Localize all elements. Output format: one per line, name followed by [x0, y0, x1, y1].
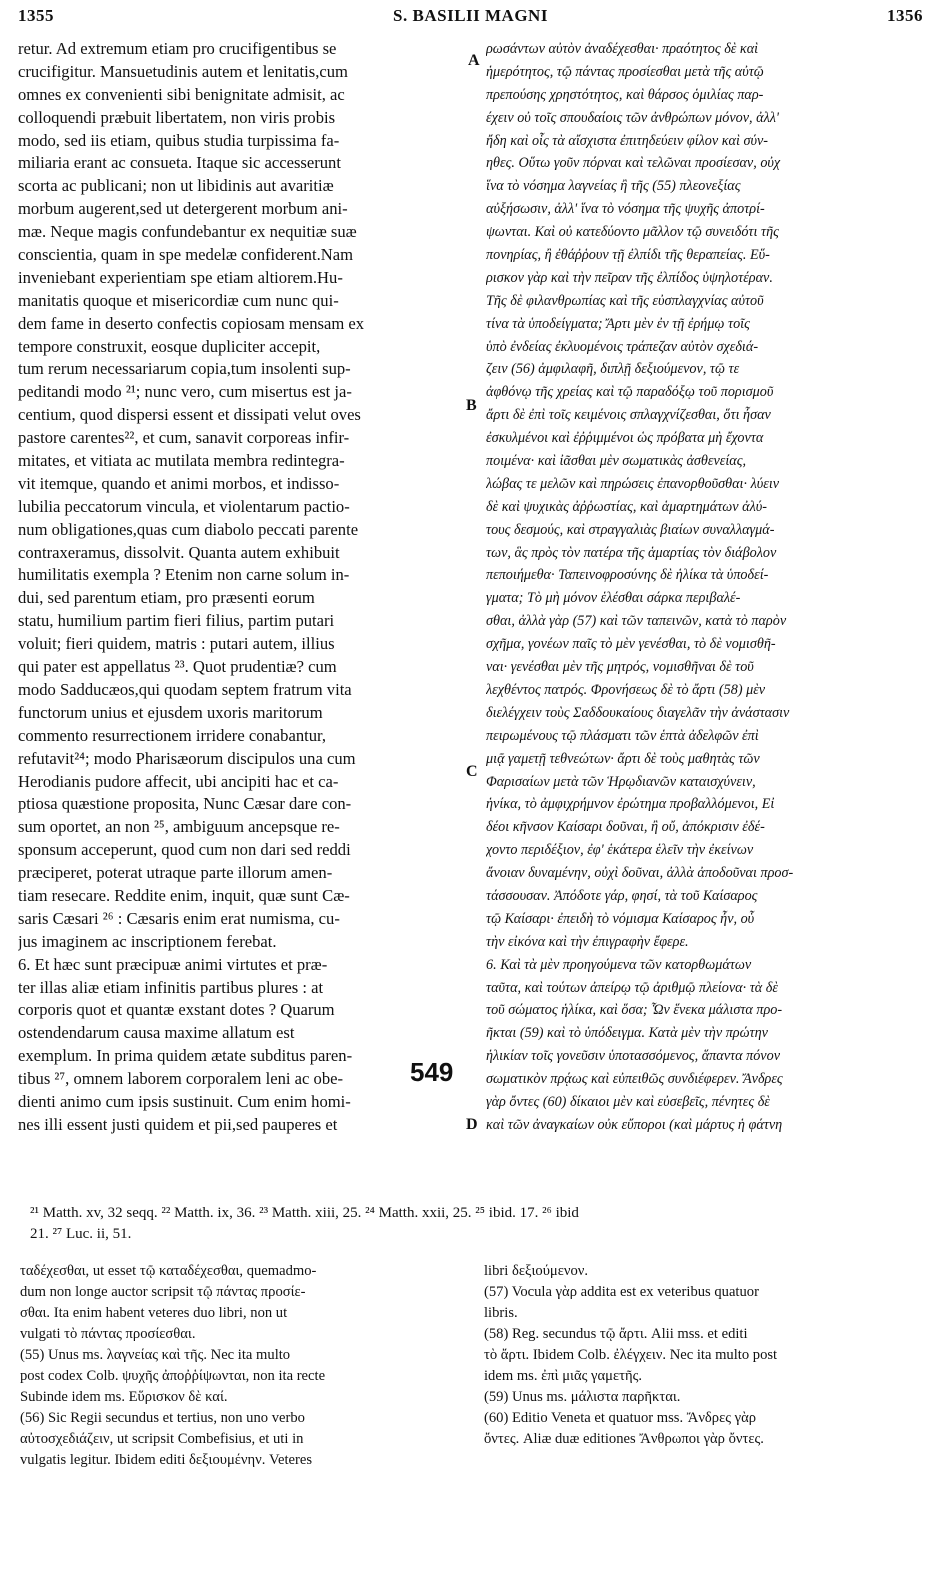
greek-text-line: πεποιήμεθα· Ταπεινοφροσύνης δὲ ἡλίκα τὰ ὑποδεί-	[486, 567, 769, 584]
notes-right-column	[484, 1261, 924, 1450]
note-line: ὄντες. Aliæ duæ editiones Ἄνθρωποι γὰρ ὄντες.	[484, 1431, 764, 1447]
latin-text-line: sponsum acceperunt, quod cum non dari sed reddi	[18, 840, 351, 860]
latin-text-line: commento resurrectionem irridere conabantur,	[18, 725, 327, 745]
latin-text-line: exemplum. In prima quidem ætate subditus paren-	[18, 1046, 353, 1066]
greek-text-line: ρισκον γὰρ καὶ τὴν πεῖραν τῆς ἐλπίδος ὑψηλοτέραν.	[486, 269, 773, 286]
note-line: (60) Editio Veneta et quatuor mss. Ἄνδρες γὰρ	[484, 1410, 757, 1426]
latin-text-line: saris Cæsari ²⁶ : Cæsaris enim erat numisma, cu-	[18, 908, 340, 928]
greek-text-line: έχειν οὐ τοῖς σπουδαίοις τῶν ἀνθρώπων μόνον, ἀλλ'	[486, 109, 779, 126]
section-marker-c: C	[466, 763, 478, 780]
greek-text-line: τοῦ σώματος ἡλίκα, καὶ ὅσα; Ὧν ἕνεκα μάλιστα προ-	[486, 1002, 783, 1019]
note-line: post codex Colb. ψυχῆς ἀποῤῥίψωνται, non ita recte	[20, 1368, 326, 1384]
latin-text-line: corporis quot et quantæ exstant dotes ? Quarum	[18, 1000, 335, 1020]
latin-text-line: mæ. Neque magis confundebantur ex nequitiæ suæ	[18, 222, 357, 242]
note-line: Subinde idem ms. Εὕρισκον δὲ καί.	[20, 1389, 228, 1405]
latin-text-line: tum rerum necessariarum copia,tum insolenti sup-	[18, 359, 351, 379]
greek-text-line: δέοι κῆνσον Καίσαρι δοῦναι, ἢ οὔ, ἀπόκρισιν ἐδέ-	[486, 819, 765, 836]
note-line: αὐτοσχεδιάζειν, ut scripsit Combefisius, et uti in	[20, 1431, 304, 1447]
greek-text-line: δὲ καὶ ψυχικὰς ἀῤῥωστίας, καὶ ἁμαρτημάτων ἀλύ-	[486, 498, 767, 515]
greek-text-line: μιᾷ γαμετῇ τεθνεώτων· ἄρτι δὲ τοὺς μαθητὰς τῶν	[486, 750, 760, 767]
latin-text-line: sum oportet, an non ²⁵, ambiguum ancepsque re-	[18, 817, 340, 837]
greek-text-line: ἤδη καὶ οἷς τὰ αἴσχιστα ἐπιτηδεύειν φίλον καὶ σύν-	[486, 132, 768, 149]
greek-text-line: ἄνοιαν δυναμένην, οὐχὶ δοῦναι, ἀλλὰ ἀποδοῦναι προσ-	[486, 865, 794, 882]
latin-text-line: dem fame in deserto confectis copiosam mensam ex	[18, 313, 365, 333]
footnote-line: ²¹ Matth. xv, 32 seqq. ²² Matth. ix, 36. ²³ Matth. xiii, 25. ²⁴ Matth. xxii, 25. ²⁵ ibid. 17. ²⁶ ibid	[30, 1205, 579, 1221]
latin-text-line: tibus ²⁷, omnem laborem corporalem leni ac obe-	[18, 1069, 344, 1089]
latin-text-line: modo Sadducæos,qui quodam septem fratrum vita	[18, 679, 352, 699]
greek-text-line: αὐξήσωσιν, ἀλλ' ἵνα τὸ νόσημα τῆς ψυχῆς ἀποτρί-	[486, 201, 765, 218]
latin-text-line: omnes ex convenienti sibi benignitate admisit, ac	[18, 84, 345, 104]
latin-text-line: ter illas aliæ etiam infinitis partibus plures : at	[18, 977, 324, 997]
greek-text-line: πειρωμένους τῷ πλάσματι τῶν ἑπτὰ ἀδελφῶν ἐπὶ	[486, 727, 759, 744]
latin-text-line: 6. Et hæc sunt præcipuæ animi virtutes et præ-	[18, 954, 328, 974]
latin-text-line: centium, quod dispersi essent et dissipati velut oves	[18, 405, 361, 425]
greek-column	[486, 38, 924, 1137]
greek-text-line: σθαι, ἀλλὰ γὰρ (57) καὶ τῶν ταπεινῶν, κατὰ τὸ παρὸν	[486, 613, 787, 630]
latin-text-line: miliaria erant ac consueta. Itaque sic accesserunt	[18, 153, 341, 173]
greek-text-line: ποιμένα· καὶ ἰᾶσθαι μὲν σωματικὰς ἀσθενείας,	[486, 453, 747, 470]
greek-text-line: χοντο περιδέξιον, ἐφ' ἑκάτερα ἑλεῖν τὴν ἐκείνων	[486, 842, 754, 859]
greek-text-line: ἵνα τὸ νόσημα λαγνείας ἢ τῆς (55) πλεονεξίας	[486, 178, 741, 195]
latin-text-line: dui, sed parentum etiam, pro præsenti eorum	[18, 588, 315, 608]
page-number-right: 1356	[887, 6, 923, 25]
section-marker-b: B	[466, 397, 477, 414]
latin-text-line: ptiosa quæstione proposita, Nunc Cæsar dare con-	[18, 794, 352, 814]
greek-text-line: σωματικὸν πρᾴως καὶ εὐπειθῶς συνδιέφερεν. Ἄνδρες	[486, 1071, 783, 1088]
latin-text-line: manitatis quoque et misericordiæ cum nunc qui-	[18, 290, 339, 310]
greek-text-line: σχῆμα, γονέων παῖς τὸ μὲν γενέσθαι, τὸ δὲ νομισθῆ-	[486, 636, 776, 653]
page-header	[18, 6, 923, 34]
greek-text-line: ναι· γενέσθαι μὲν τῆς μητρός, νομισθῆναι δὲ τοῦ	[486, 659, 754, 676]
page-number-left: 1355	[18, 6, 54, 25]
latin-text-line: humilitatis exempla ? Etenim non carne solum in-	[18, 565, 350, 585]
greek-text-line: των, ἃς πρὸς τὸν πατέρα τῆς ἁμαρτίας τὸν διάβολον	[486, 544, 777, 561]
latin-text-line: retur. Ad extremum etiam pro crucifigentibus se	[18, 39, 337, 58]
scripture-footnotes	[30, 1203, 922, 1245]
greek-text-line: τους δεσμούς, καὶ στραγγαλιὰς βιαίων συναλλαγμά-	[486, 521, 775, 538]
latin-text-line: num obligationes,quas cum diabolo peccati parente	[18, 519, 359, 539]
greek-text-line: ἡνίκα, τὸ ἀμφιχρήμνον ἐρώτημα προβαλλόμενοι, Εἰ	[486, 796, 775, 813]
footnote-line: 21. ²⁷ Luc. ii, 51.	[30, 1226, 132, 1242]
greek-text-line: τάσσουσαν. Ἀπόδοτε γάρ, φησί, τὰ τοῦ Καίσαρος	[486, 887, 758, 904]
note-line: τὸ ἄρτι. Ibidem Colb. ἐλέγχειν. Nec ita multo post	[484, 1347, 778, 1363]
greek-text-line: ἐσκυλμένοι καὶ ἐῤῥιμμένοι ὡς πρόβατα μὴ ἔχοντα	[486, 430, 764, 447]
latin-text-line: peditandi modo ²¹; nunc vero, cum misertus est ja-	[18, 382, 352, 402]
note-line: ταδέχεσθαι, ut esset τῷ καταδέχεσθαι, quemadmo-	[20, 1263, 317, 1279]
greek-text-line: ἀφθόνῳ τῆς χρείας καὶ τῷ παραδόξῳ τοῦ πορισμοῦ	[486, 384, 774, 401]
latin-text-line: ostendendarum causa maxime allatum est	[18, 1023, 295, 1043]
latin-text-line: nes illi essent justi quidem et pii,sed pauperes et	[18, 1114, 338, 1134]
latin-text-line: functorum unius et ejusdem uxoris maritorum	[18, 702, 323, 722]
latin-text-line: statu, humilium partim fieri filius, partim putari	[18, 611, 335, 631]
note-line: (57) Vocula γὰρ addita est ex veteribus quatuor	[484, 1284, 759, 1300]
latin-text-line: refutavit²⁴; modo Pharisæorum discipulos una cum	[18, 748, 356, 768]
latin-text-line: inveniebant experientiam spe etiam altiorem.Hu-	[18, 267, 343, 287]
latin-text-line: contraxeramus, dissolvit. Quanta autem exhibuit	[18, 542, 340, 562]
greek-text-line: ρωσάντων αὐτὸν ἀναδέχεσθαι· πραότητος δὲ καὶ	[486, 41, 759, 57]
latin-text-line: dienti animo cum ipsis sustinuit. Cum enim homi-	[18, 1091, 351, 1111]
greek-text-line: καὶ τῶν ἀναγκαίων οὐκ εὔποροι (καὶ μάρτυς ἡ φάτνη	[486, 1116, 783, 1133]
note-line: libri δεξιούμενον.	[484, 1263, 589, 1279]
greek-text-line: πονηρίας, ἢ ἐθάῤῥουν τῇ ἐλπίδι τῆς θεραπείας. Εὕ-	[486, 247, 770, 264]
greek-text-line: λεχθέντος πατρός. Φρονήσεως δὲ τὸ ἄρτι (58) μὲν	[486, 681, 766, 698]
latin-text-line: tiam resecare. Reddite enim, inquit, quæ sunt Cæ-	[18, 885, 350, 905]
latin-text-line: conscientia, quam in spe medelæ confiderent.Nam	[18, 245, 353, 265]
latin-column	[18, 38, 464, 1137]
greek-text-line: ἄρτι δὲ ἐπὶ τοῖς κειμένοις σπλαγχνίζεσθαι, ὅτι ἦσαν	[486, 407, 771, 424]
latin-text-line: Herodianis pudore affecit, ubi ancipiti hac et ca-	[18, 771, 339, 791]
note-line: (55) Unus ms. λαγνείας καὶ τῆς. Nec ita multo	[20, 1347, 291, 1363]
greek-text-line: Τῆς δὲ φιλανθρωπίας καὶ τῆς εὐσπλαγχνίας αὐτοῦ	[486, 292, 764, 309]
greek-text-line: πρεπούσης χρηστότητος, καὶ θάρσος ὁμιλίας παρ-	[486, 86, 764, 103]
greek-text-line: 6. Καὶ τὰ μὲν προηγούμενα τῶν κατορθωμάτων	[486, 956, 752, 973]
latin-text-line: voluit; fieri quidem, matris : putari autem, illius	[18, 634, 335, 654]
latin-text-line: lubilia peccatorum vincula, et violentarum pactio-	[18, 496, 350, 516]
latin-text-line: præciperet, poterat utraque parte illorum amen-	[18, 863, 333, 883]
greek-text-line: γὰρ ὄντες (60) δίκαιοι μὲν καὶ εὐσεβεῖς, πένητες δὲ	[486, 1093, 770, 1110]
latin-text-line: colloquendi præbuit libertatem, non viris probis	[18, 107, 336, 127]
greek-text-line: τὴν εἰκόνα καὶ τὴν ἐπιγραφὴν ἔφερε.	[486, 933, 689, 950]
notes-left-column	[20, 1261, 468, 1471]
greek-text-line: ηθες. Οὕτω γοῦν πόρναι καὶ τελῶναι προσίεσαν, οὐχ	[486, 155, 781, 172]
latin-text-line: pastore carentes²², et cum, sanavit corporeas infir-	[18, 428, 350, 448]
section-marker-d: D	[466, 1116, 478, 1133]
greek-text-line: ψωνται. Καὶ οὐ κατεδύοντο μᾶλλον τῷ συνειδότι τῆς	[486, 224, 779, 241]
greek-text-line: ταῦτα, καὶ τούτων ἀπείρῳ τῷ ἀριθμῷ πλείονα· τὰ δὲ	[486, 979, 778, 996]
section-marker-a: A	[468, 52, 480, 69]
note-line: σθαι. Ita enim habent veteres duo libri, non ut	[20, 1305, 288, 1321]
greek-text-line: ῆκται (59) καὶ τὸ ὑπόδειγμα. Κατὰ μὲν τὴν πρώτην	[486, 1025, 768, 1042]
greek-text-line: ὑπὸ ἐνδείας ἐκλυομένοις τράπεζαν αὐτὸν σχεδιά-	[486, 338, 759, 355]
latin-text-line: scorta ac publicani; non ut libidinis aut avaritiæ	[18, 176, 334, 196]
latin-text-line: modo, sed iis etiam, quibus studia turpissima fa-	[18, 130, 340, 150]
column-number: 549	[410, 1057, 454, 1087]
note-line: vulgati τὸ πάντας προσίεσθαι.	[20, 1326, 196, 1342]
greek-text-line: διελέγχειν τοὺς Σαδδουκαίους διαγελᾶν τὴν ἀνάστασιν	[486, 704, 790, 721]
note-line: dum non longe auctor scripsit τῷ πάντας προσίε-	[20, 1284, 306, 1300]
latin-text-line: morbum augerent,sed ut detergerent morbum ani-	[18, 199, 348, 219]
note-line: (56) Sic Regii secundus et tertius, non uno verbo	[20, 1410, 305, 1426]
note-line: libris.	[484, 1305, 518, 1321]
latin-text-line: crucifigitur. Mansuetudinis autem et lenitatis,cum	[18, 61, 348, 81]
note-line: (59) Unus ms. μάλιστα παρῆκται.	[484, 1389, 681, 1405]
note-line: vulgatis legitur. Ibidem editi δεξιουμένην. Veteres	[20, 1452, 313, 1468]
greek-text-line: ἡμερότητος, τῷ πάντας προσίεσθαι μετὰ τῆς αὐτῷ	[486, 63, 764, 80]
note-line: idem ms. ἐπὶ μιᾶς γαμετῆς.	[484, 1368, 643, 1384]
greek-text-line: ἡλικίαν τοῖς γονεῦσιν ὑποτασσόμενος, ἅπαντα πόνον	[486, 1048, 780, 1065]
running-title: S. BASILII MAGNI	[393, 6, 548, 25]
latin-text-line: tempore construxit, eosque dupliciter accepit,	[18, 336, 321, 356]
greek-text-line: ζειν (56) ἀμφιλαφῆ, διπλῇ δεξιούμενον, τῷ τε	[486, 361, 740, 378]
latin-text-line: qui pater est appellatus ²³. Quot prudentiæ? cum	[18, 657, 337, 677]
greek-text-line: Φαρισαίων μετὰ τῶν Ἡρῳδιανῶν καταισχύνειν,	[486, 773, 756, 790]
greek-text-line: λώβας τε μελῶν καὶ πηρώσεις ἐπανορθοῦσθαι· λύειν	[486, 475, 780, 492]
latin-text-line: mitates, et vitiata ac mutilata membra redintegra-	[18, 451, 345, 471]
greek-text-line: τίνα τὰ ὑποδείγματα; Ἄρτι μὲν ἐν τῇ ἐρήμῳ τοῖς	[486, 315, 750, 332]
greek-text-line: τῷ Καίσαρι· ἐπειδὴ τὸ νόμισμα Καίσαρος ἦν, οὗ	[486, 910, 755, 927]
latin-text-line: vit itemque, quando et animi morbos, et indisso-	[18, 473, 340, 493]
latin-text-line: jus imaginem ac inscriptionem ferebat.	[18, 931, 277, 951]
note-line: (58) Reg. secundus τῷ ἄρτι. Alii mss. et editi	[484, 1326, 748, 1342]
greek-text-line: γματα; Τὸ μὴ μόνον ἑλέσθαι σάρκα περιβαλέ-	[486, 590, 741, 607]
